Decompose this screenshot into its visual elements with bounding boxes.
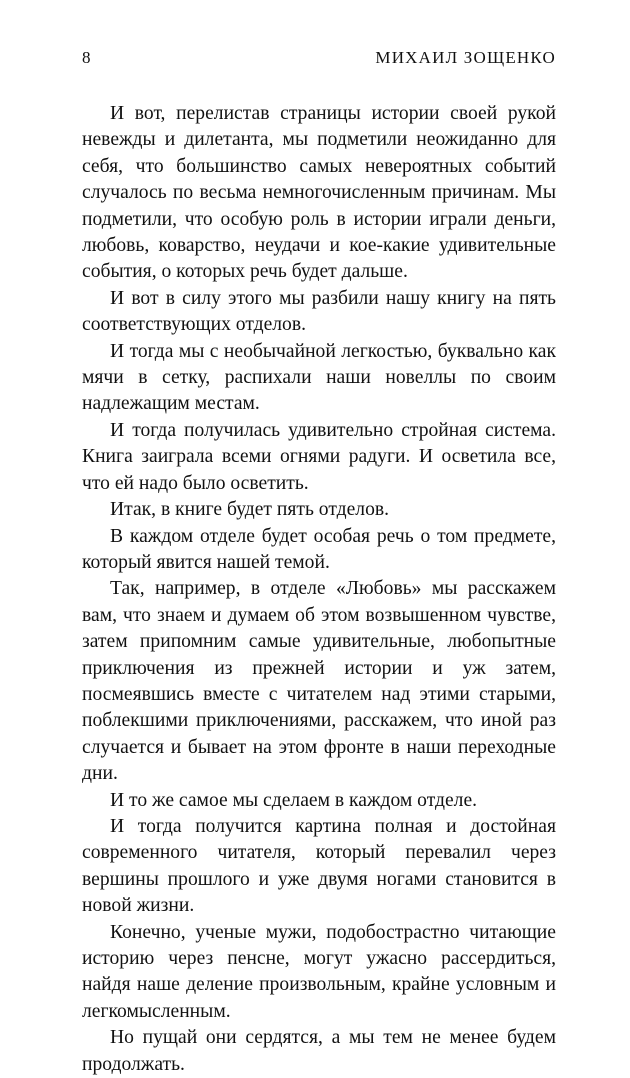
paragraph: И то же самое мы сделаем в каждом отделе. [110, 789, 478, 811]
running-title: МИХАИЛ ЗОЩЕНКО [375, 48, 556, 67]
book-page [82, 48, 556, 1078]
paragraph: И тогда получится картина полная и достойная современного читателя, который перевалил через вершины прошлого и уже двумя ногами становится в новой жизни. [82, 815, 556, 917]
paragraph: Конечно, ученые мужи, подобострастно читающие историю через пенсне, могут ужасно рассердиться, найдя наше деление произвольным, крайне условным и легкомысленным. [82, 921, 556, 1022]
paragraph: И тогда мы с необычайной легкостью, буквально как мячи в сетку, распихали наши новеллы по своим надлежащим местам. [82, 340, 556, 415]
paragraph: И тогда получилась удивительно стройная система. Книга заиграла всеми огнями радуги. И осветила все, что ей надо было осветить. [82, 419, 556, 494]
paragraph: Но пущай они сердятся, а мы тем не менее будем продолжать. [82, 1027, 556, 1075]
paragraph: В каждом отделе будет особая речь о том предмете, который явится нашей темой. [82, 525, 556, 573]
paragraph: Так, например, в отделе «Любовь» мы расскажем вам, что знаем и думаем об этом возвышенном чувстве, затем припомним самые удивительные, любопытные приключения из прежней истории и уж затем, посмеявшись вместе с читателем над этими старыми, поблекшими приключениями, расскажем, что иной раз случается и бывает на этом фронте в наши переходные дни. [82, 578, 556, 785]
running-head [82, 48, 556, 74]
body-text [82, 101, 556, 1078]
paragraph: Итак, в книге будет пять отделов. [110, 499, 390, 521]
paragraph: И вот в силу этого мы разбили нашу книгу на пять соответствующих отделов. [82, 287, 556, 336]
paragraph: И вот, перелистав страницы истории своей рукой невежды и дилетанта, мы подметили неожиданно для себя, что большинство самых невероятных событий случалось по весьма немногочисленным причинам. Мы подметили, что особую роль в истории играли деньги, любовь, коварство, неудачи и кое-какие удивительные события, о которых речь будет дальше. [82, 103, 556, 283]
page-number: 8 [82, 48, 91, 67]
